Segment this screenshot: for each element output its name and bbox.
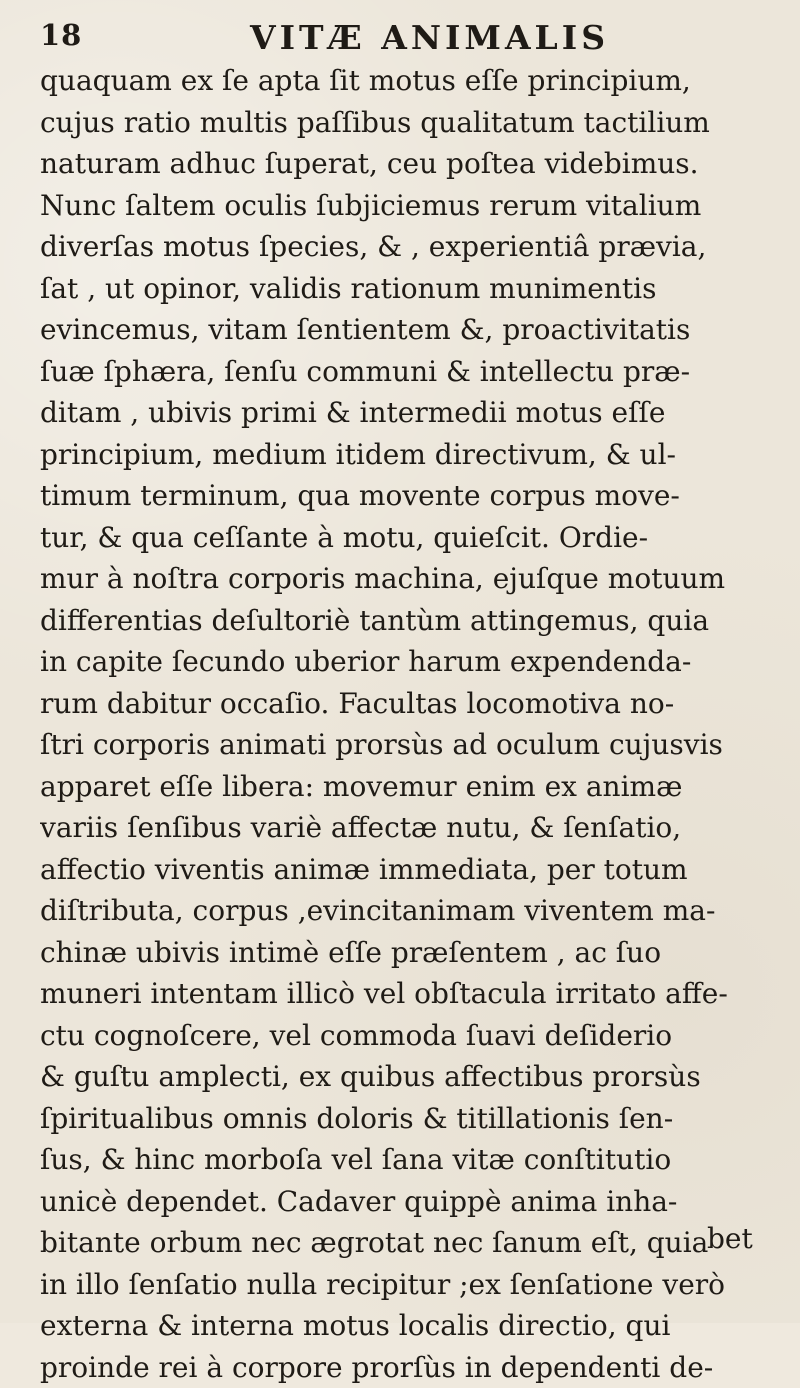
- text-line: externa & interna motus localis directio, qui: [40, 1305, 760, 1347]
- text-line: naturam adhuc ſuperat, ceu poſtea videbimus.: [40, 143, 760, 185]
- text-line: apparet eſſe libera: movemur enim ex animæ: [40, 766, 760, 808]
- text-line: affectio viventis animæ immediata, per totum: [40, 849, 760, 891]
- text-line: in illo ſenſatio nulla recipitur ;ex ſenſatione verò: [40, 1264, 760, 1306]
- text-line: unicè dependet. Cadaver quippè anima inha-: [40, 1181, 760, 1223]
- text-line: proinde rei à corpore prorſùs in dependenti de-: [40, 1347, 715, 1388]
- text-line: bitante orbum nec ægrotat nec ſanum eſt, quia: [40, 1222, 760, 1264]
- text-line: ſpiritualibus omnis doloris & titillationis ſen-: [40, 1098, 760, 1140]
- text-line: mur à noſtra corporis machina, ejuſque motuum: [40, 558, 760, 600]
- text-line: rum dabitur occaſio. Facultas locomotiva no-: [40, 683, 760, 725]
- text-line: in capite ſecundo uberior harum expendenda-: [40, 641, 760, 683]
- text-line: Nunc ſaltem oculis ſubjiciemus rerum vitalium: [40, 185, 760, 227]
- text-line: differentias deſultoriè tantùm attingemus, quia: [40, 600, 760, 642]
- text-line: ditam , ubivis primi & intermedii motus eſſe: [40, 392, 760, 434]
- text-line: quaquam ex ſe apta ſit motus eſſe principium,: [40, 60, 760, 102]
- text-line: cujus ratio multis paſſibus qualitatum tactilium: [40, 102, 760, 144]
- text-line: ſus, & hinc morboſa vel ſana vitæ conſtitutio: [40, 1139, 760, 1181]
- text-line: ſuæ ſphæra, ſenſu communi & intellectu præ-: [40, 351, 760, 393]
- text-line: diſtributa, corpus ,evincitanimam viventem ma-: [40, 890, 760, 932]
- text-line: chinæ ubivis intimè eſſe præſentem , ac ſuo: [40, 932, 760, 974]
- text-line: principium, medium itidem directivum, & ul-: [40, 434, 760, 476]
- text-line: evincemus, vitam ſentientem &, proactivitatis: [40, 309, 760, 351]
- text-line: muneri intentam illicò vel obſtacula irritato affe-: [40, 973, 760, 1015]
- text-line: ſtri corporis animati prorsùs ad oculum cujusvis: [40, 724, 760, 766]
- text-line: ſat , ut opinor, validis rationum munimentis: [40, 268, 760, 310]
- page-number: 18: [40, 18, 82, 52]
- text-line: diverſas motus ſpecies, & , experientiâ prævia,: [40, 226, 760, 268]
- text-line: timum terminum, qua movente corpus move-: [40, 475, 760, 517]
- text-line: tur, & qua ceſſante à motu, quieſcit. Ordie-: [40, 517, 760, 559]
- body-text: [40, 60, 760, 1388]
- text-line: variis ſenſibus variè affectæ nutu, & ſenſatio,: [40, 807, 760, 849]
- running-title: VITÆ ANIMALIS: [250, 18, 609, 57]
- text-line: ctu cognoſcere, vel commoda ſuavi deſiderio: [40, 1015, 760, 1057]
- page-header: [40, 18, 760, 58]
- text-line: & guſtu amplecti, ex quibus affectibus prorsùs: [40, 1056, 760, 1098]
- catchword: bet: [707, 1222, 753, 1255]
